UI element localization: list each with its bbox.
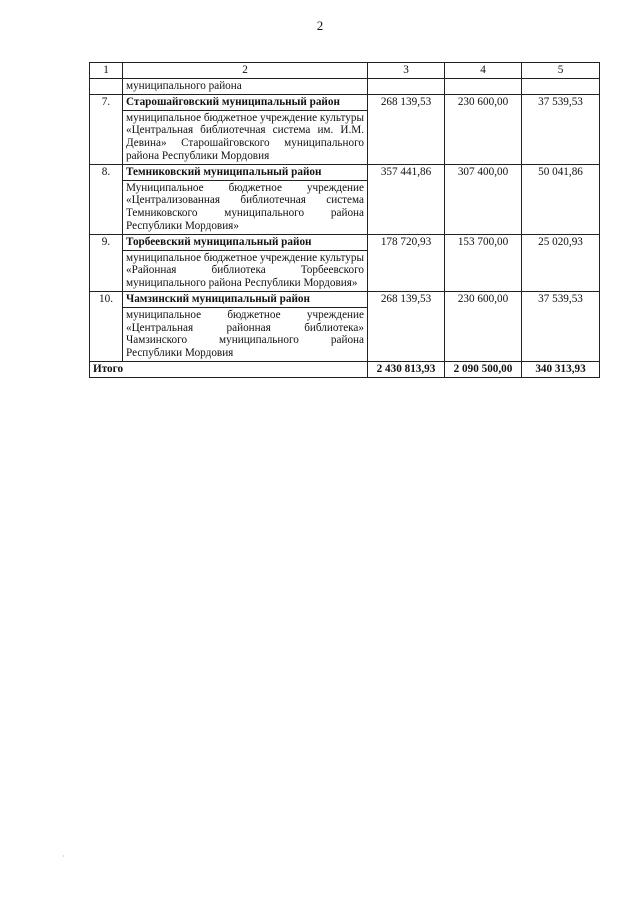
table-row-district <box>90 164 600 180</box>
total-col4: 2 090 500,00 <box>445 361 522 377</box>
value-col4: 153 700,00 <box>445 234 522 291</box>
table-row-district <box>90 94 600 110</box>
row-number: 8. <box>90 164 123 234</box>
empty-cell <box>522 79 600 95</box>
institution-name: муниципальное бюджетное учреждение культуры «Центральная библиотечная система им. И.М. Девина» Старошайговского муниципального района Республики Мордовия <box>123 110 368 164</box>
value-col3: 268 139,53 <box>368 291 445 361</box>
total-label: Итого <box>90 361 368 377</box>
row-number: 10. <box>90 291 123 361</box>
table-header-row <box>90 63 600 79</box>
header-cell: 5 <box>522 63 600 79</box>
value-col4: 230 600,00 <box>445 291 522 361</box>
value-col3: 178 720,93 <box>368 234 445 291</box>
table-row-district <box>90 291 600 307</box>
row-number: 9. <box>90 234 123 291</box>
total-col5: 340 313,93 <box>522 361 600 377</box>
value-col5: 37 539,53 <box>522 94 600 164</box>
value-col5: 25 020,93 <box>522 234 600 291</box>
header-cell: 4 <box>445 63 522 79</box>
header-cell: 2 <box>123 63 368 79</box>
total-col3: 2 430 813,93 <box>368 361 445 377</box>
allocation-table <box>89 62 600 378</box>
table-row-district <box>90 234 600 250</box>
district-name: Чамзинский муниципальный район <box>123 291 368 307</box>
institution-name: муниципальное бюджетное учреждение «Центральная районная библиотека» Чамзинского муниципального района Республики Мордовия <box>123 307 368 361</box>
empty-cell <box>368 79 445 95</box>
continuation-row <box>90 79 600 95</box>
header-cell: 3 <box>368 63 445 79</box>
value-col5: 50 041,86 <box>522 164 600 234</box>
empty-cell <box>90 79 123 95</box>
empty-cell <box>445 79 522 95</box>
value-col4: 230 600,00 <box>445 94 522 164</box>
value-col3: 268 139,53 <box>368 94 445 164</box>
value-col5: 37 539,53 <box>522 291 600 361</box>
page-number: 2 <box>316 18 324 33</box>
row-number: 7. <box>90 94 123 164</box>
total-row <box>90 361 600 377</box>
scan-mark: · <box>62 852 65 861</box>
value-col3: 357 441,86 <box>368 164 445 234</box>
district-name: Торбеевский муниципальный район <box>123 234 368 250</box>
institution-name: муниципальное бюджетное учреждение культуры «Районная библиотека Торбеевского муниципального района Республики Мордовия» <box>123 250 368 291</box>
district-name: Темниковский муниципальный район <box>123 164 368 180</box>
value-col4: 307 400,00 <box>445 164 522 234</box>
institution-name: Муниципальное бюджетное учреждение «Централизованная библиотечная система Темниковского муниципального района Республики Мордовия» <box>123 180 368 234</box>
district-name: Старошайговский муниципальный район <box>123 94 368 110</box>
header-cell: 1 <box>90 63 123 79</box>
continuation-text: муниципального района <box>123 79 368 95</box>
